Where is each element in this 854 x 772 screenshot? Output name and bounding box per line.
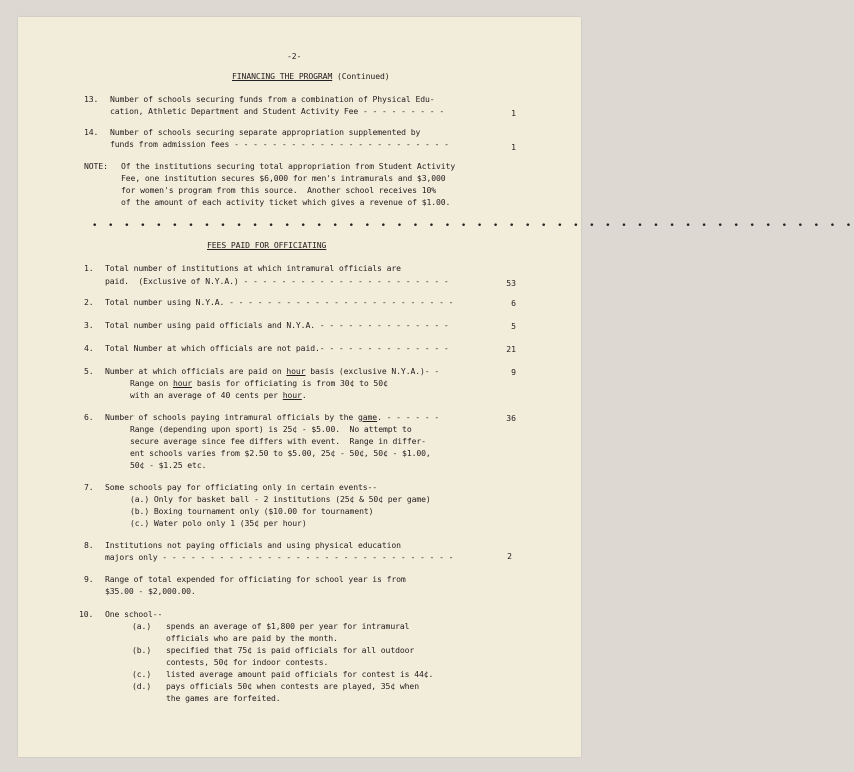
fees-item5-hour3: hour	[282, 390, 302, 400]
financing-title-suffix: (Continued)	[337, 71, 390, 81]
fees-item5-line3	[130, 391, 307, 400]
fees-item10-a1: spends an average of $1,800 per year for intramural	[166, 621, 410, 631]
item14-count: 1	[511, 142, 516, 152]
fees-item8-line2: majors only - - - - - - - - - - - - - - - - - - - - - - - - - - - - - - -	[105, 552, 454, 562]
fees-item4-line1: Total Number at which officials are not paid.- - - - - - - - - - - - - -	[105, 343, 449, 353]
fees-item10-a2: officials who are paid by the month.	[166, 633, 338, 643]
fees-item9-line1: Range of total expended for officiating for school year is from	[105, 574, 406, 584]
fees-item3-number: 3.	[84, 320, 94, 330]
note-line1: Of the institutions securing total appropriation from Student Activity	[121, 161, 456, 171]
fees-item5-count: 9	[511, 367, 516, 377]
fees-item7-number: 7.	[84, 482, 94, 492]
fees-item9-line2: $35.00 - $2,000.00.	[105, 586, 196, 596]
fees-title: FEES PAID FOR OFFICIATING	[207, 240, 327, 250]
section-separator: • • • • • • • • • • • • • • • • • • • • • • • • • • • • • • • • • • • • • • • • • • • • • • • •	[92, 221, 854, 231]
fees-item5-hour1: hour	[286, 366, 306, 376]
item14-number: 14.	[84, 127, 99, 137]
fees-item2-count: 6	[511, 298, 516, 308]
fees-item6-line3: secure average since fee differs with event. Range in differ-	[130, 436, 426, 446]
fees-item7-b: (b.) Boxing tournament only ($10.00 for tournament)	[130, 506, 374, 516]
fees-item6-line5: 50¢ - $1.25 etc.	[130, 460, 207, 470]
fees-item10-line1: One school--	[105, 609, 163, 619]
fees-item7-c: (c.) Water polo only 1 (35¢ per hour)	[130, 518, 307, 528]
note-label: NOTE:	[84, 161, 108, 171]
fees-item10-b-label: (b.)	[132, 645, 152, 655]
fees-item4-number: 4.	[84, 343, 94, 353]
fees-item5-text2a: Range on	[130, 378, 173, 388]
fees-item6-line2: Range (depending upon sport) is 25¢ - $5.00. No attempt to	[130, 424, 412, 434]
note-line3: for women's program from this source. Another school receives 10%	[121, 185, 437, 195]
fees-item3-line1: Total number using paid officials and N.Y.A. - - - - - - - - - - - - - -	[105, 320, 449, 330]
fees-item10-d2: the games are forfeited.	[166, 693, 281, 703]
fees-item10-d-label: (d.)	[132, 681, 152, 691]
fees-item5-hour2: hour	[172, 378, 193, 388]
fees-item1-count: 53	[506, 278, 516, 288]
fees-item10-c-label: (c.)	[132, 669, 152, 679]
fees-item2-line1: Total number using N.Y.A. - - - - - - - - - - - - - - - - - - - - - - - -	[105, 297, 454, 307]
fees-item5-number: 5.	[84, 366, 94, 376]
item13-number: 13.	[84, 94, 99, 104]
fees-item9-number: 9.	[84, 574, 94, 584]
fees-item4-count: 21	[506, 344, 516, 354]
fees-item5-text1a: Number at which officials are paid on	[105, 366, 287, 376]
fees-item1-line1: Total number of institutions at which intramural officials are	[105, 263, 401, 273]
fees-item6-number: 6.	[84, 412, 94, 422]
fees-item10-a-label: (a.)	[132, 621, 152, 631]
fees-item1-line2: paid. (Exclusive of N.Y.A.) - - - - - - - - - - - - - - - - - - - - - -	[105, 276, 449, 286]
fees-item5-text2b: basis for officiating is from 30¢ to 50¢	[192, 378, 388, 388]
fees-item1-number: 1.	[84, 263, 94, 273]
section-title-financing	[232, 72, 390, 81]
fees-item6-text1b: . - - - - - -	[377, 412, 440, 422]
fees-item6-count: 36	[506, 413, 516, 423]
fees-item2-number: 2.	[84, 297, 94, 307]
note-line4: of the amount of each activity ticket which gives a revenue of $1.00.	[121, 197, 451, 207]
fees-item10-d1: pays officials 50¢ when contests are played, 35¢ when	[166, 681, 419, 691]
fees-item5-line2	[130, 379, 388, 388]
fees-item5-line1	[105, 367, 439, 376]
fees-item6-line1	[105, 413, 439, 422]
financing-title: FINANCING THE PROGRAM	[232, 71, 333, 81]
fees-item8-number: 8.	[84, 540, 94, 550]
fees-item5-text1b: basis (exclusive N.Y.A.)- -	[305, 366, 440, 376]
page-number: -2-	[287, 51, 302, 61]
item13-count: 1	[511, 108, 516, 118]
section-title-fees	[207, 241, 326, 250]
fees-item6-line4: ent schools varies from $2.50 to $5.00, 25¢ - 50¢, 50¢ - $1.00,	[130, 448, 431, 458]
fees-item3-count: 5	[511, 321, 516, 331]
fees-item10-b1: specified that 75¢ is paid officials for all outdoor	[166, 645, 415, 655]
fees-item8-line1: Institutions not paying officials and using physical education	[105, 540, 401, 550]
item14-line2: funds from admission fees - - - - - - - - - - - - - - - - - - - - - - -	[110, 139, 449, 149]
fees-item10-number: 10.	[79, 609, 94, 619]
fees-item6-game: game	[357, 412, 378, 422]
note-line2: Fee, one institution secures $6,000 for men's intramurals and $3,000	[121, 173, 446, 183]
fees-item8-count: 2	[507, 551, 512, 561]
fees-item10-c1: listed average amount paid officials for contest is 44¢.	[166, 669, 434, 679]
item14-line1: Number of schools securing separate appropriation supplemented by	[110, 127, 421, 137]
fees-item5-text3b: .	[301, 390, 307, 400]
item13-line2: cation, Athletic Department and Student Activity Fee - - - - - - - - -	[110, 106, 445, 116]
fees-item7-line1: Some schools pay for officiating only in certain events--	[105, 482, 378, 492]
fees-item7-a: (a.) Only for basket ball - 2 institutions (25¢ & 50¢ per game)	[130, 494, 431, 504]
fees-item5-text3a: with an average of 40 cents per	[130, 390, 283, 400]
fees-item6-text1a: Number of schools paying intramural officials by the	[105, 412, 358, 422]
fees-item10-b2: contests, 50¢ for indoor contests.	[166, 657, 329, 667]
item13-line1: Number of schools securing funds from a combination of Physical Edu-	[110, 94, 435, 104]
